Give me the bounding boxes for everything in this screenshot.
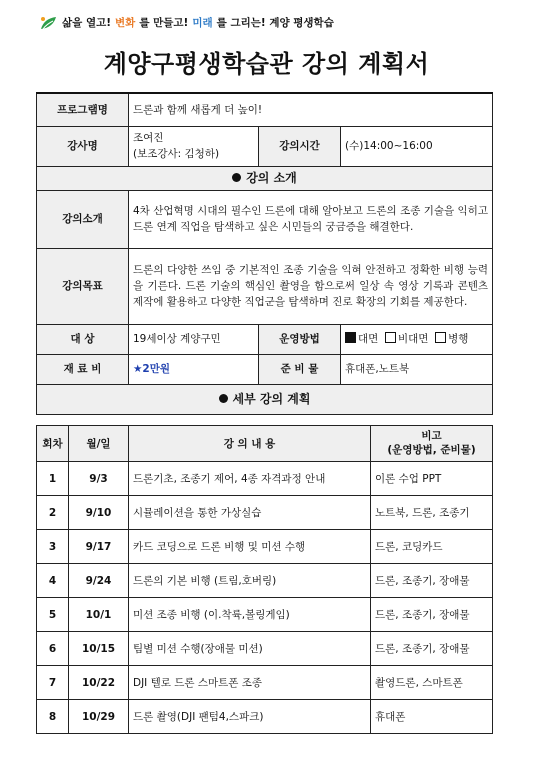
session-note: 드론, 조종기, 장애물 (371, 632, 493, 666)
slogan-part-1: 삶을 열고! (62, 17, 112, 29)
intro-text: 4차 산업혁명 시대의 필수인 드론에 대해 알아보고 드론의 조종 기술을 익히고 드론 연계 직업을 탐색하고 싶은 시민들의 궁금증을 해결한다. (129, 190, 493, 248)
header-content: 강 의 내 용 (129, 426, 371, 462)
session-date: 9/3 (69, 462, 129, 496)
instructor-label: 강사명 (37, 126, 129, 166)
session-date: 10/29 (69, 700, 129, 734)
session-note: 이론 수업 PPT (371, 462, 493, 496)
page-title: 계양구평생학습관 강의 계획서 (103, 50, 430, 78)
intro-section-title: 강의 소개 (246, 170, 297, 185)
table-row (37, 598, 493, 632)
checkbox-empty-icon (385, 332, 396, 343)
table-row (37, 632, 493, 666)
table-row (37, 496, 493, 530)
slogan (40, 15, 334, 30)
preparation-label: 준 비 물 (259, 354, 341, 384)
method-label: 운영방법 (259, 324, 341, 354)
slogan-highlight-future: 미래 (192, 17, 213, 29)
method-option-hybrid: 병행 (448, 332, 469, 345)
checkbox-empty-icon (435, 332, 446, 343)
session-date: 9/24 (69, 564, 129, 598)
slogan-part-5: 를 그리는! 계양 평생학습 (216, 17, 334, 29)
slogan-highlight-change: 변화 (115, 17, 136, 29)
assistant-instructor: (보조강사: 김청하) (133, 148, 220, 160)
schedule-section-header (37, 384, 493, 414)
session-content: 팀별 미션 수행(장애물 미션) (129, 632, 371, 666)
session-no: 2 (37, 496, 69, 530)
intro-section-header (37, 166, 493, 190)
instructor-cell (129, 126, 259, 166)
table-row (37, 462, 493, 496)
session-date: 9/10 (69, 496, 129, 530)
slogan-part-3: 를 만들고! (139, 17, 189, 29)
session-content: DJI 텔로 드론 스마트폰 조종 (129, 666, 371, 700)
goal-text: 드론의 다양한 쓰임 중 기본적인 조종 기술을 익혀 안전하고 정확한 비행 능력을 기른다. 드론 기술의 핵심인 촬영을 함으로써 일상 속 영상 기록과 콘텐츠 제작에 활용하고 다양한 직업군을 탐색하며 진로 확장의 기회를 제공한다. (129, 248, 493, 324)
method-option-inperson: 대면 (358, 332, 379, 345)
method-options (341, 324, 493, 354)
session-no: 7 (37, 666, 69, 700)
time-value: (수)14:00~16:00 (341, 126, 493, 166)
preparation-value: 휴대폰,노트북 (341, 354, 493, 384)
session-content: 미션 조종 비행 (이.착륙,볼링게임) (129, 598, 371, 632)
session-note: 휴대폰 (371, 700, 493, 734)
material-fee-label: 재 료 비 (37, 354, 129, 384)
table-row (37, 564, 493, 598)
session-note: 노트북, 드론, 조종기 (371, 496, 493, 530)
session-content: 드론 촬영(DJI 팬텀4,스파크) (129, 700, 371, 734)
session-content: 카드 코딩으로 드론 비행 및 미션 수행 (129, 530, 371, 564)
leaf-logo-icon (40, 16, 58, 30)
session-date: 10/15 (69, 632, 129, 666)
table-row (37, 700, 493, 734)
session-no: 1 (37, 462, 69, 496)
session-note: 드론, 조종기, 장애물 (371, 598, 493, 632)
header-note (371, 426, 493, 462)
method-option-online: 비대면 (397, 332, 429, 345)
target-value: 19세이상 계양구민 (129, 324, 259, 354)
header-note-title: 비고 (421, 429, 442, 442)
program-value: 드론과 함께 새롭게 더 높이! (129, 93, 493, 126)
material-fee-value: ★2만원 (129, 354, 259, 384)
session-content: 드론의 기본 비행 (트림,호버링) (129, 564, 371, 598)
checkbox-checked-icon (345, 332, 356, 343)
header-session-no: 회차 (37, 426, 69, 462)
intro-label: 강의소개 (37, 190, 129, 248)
session-note: 드론, 조종기, 장애물 (371, 564, 493, 598)
session-date: 10/1 (69, 598, 129, 632)
goal-label: 강의목표 (37, 248, 129, 324)
session-date: 9/17 (69, 530, 129, 564)
table-row (37, 530, 493, 564)
session-no: 8 (37, 700, 69, 734)
schedule-section-title: 세부 강의 계획 (232, 391, 311, 406)
header-date: 월/일 (69, 426, 129, 462)
instructor-name: 조여진 (133, 131, 164, 144)
time-label: 강의시간 (259, 126, 341, 166)
target-label: 대 상 (37, 324, 129, 354)
schedule-table (36, 425, 493, 734)
info-table (36, 92, 493, 415)
session-note: 드론, 코딩카드 (371, 530, 493, 564)
program-label: 프로그램명 (37, 93, 129, 126)
session-no: 5 (37, 598, 69, 632)
session-no: 4 (37, 564, 69, 598)
session-content: 시뮬레이션을 통한 가상실습 (129, 496, 371, 530)
session-content: 드론기초, 조종기 제어, 4종 자격과정 안내 (129, 462, 371, 496)
header-note-subtitle: (운영방법, 준비물) (387, 443, 476, 456)
table-row (37, 666, 493, 700)
session-no: 3 (37, 530, 69, 564)
session-date: 10/22 (69, 666, 129, 700)
bullet-icon (232, 173, 241, 182)
session-no: 6 (37, 632, 69, 666)
bullet-icon (219, 394, 228, 403)
session-note: 촬영드론, 스마트폰 (371, 666, 493, 700)
